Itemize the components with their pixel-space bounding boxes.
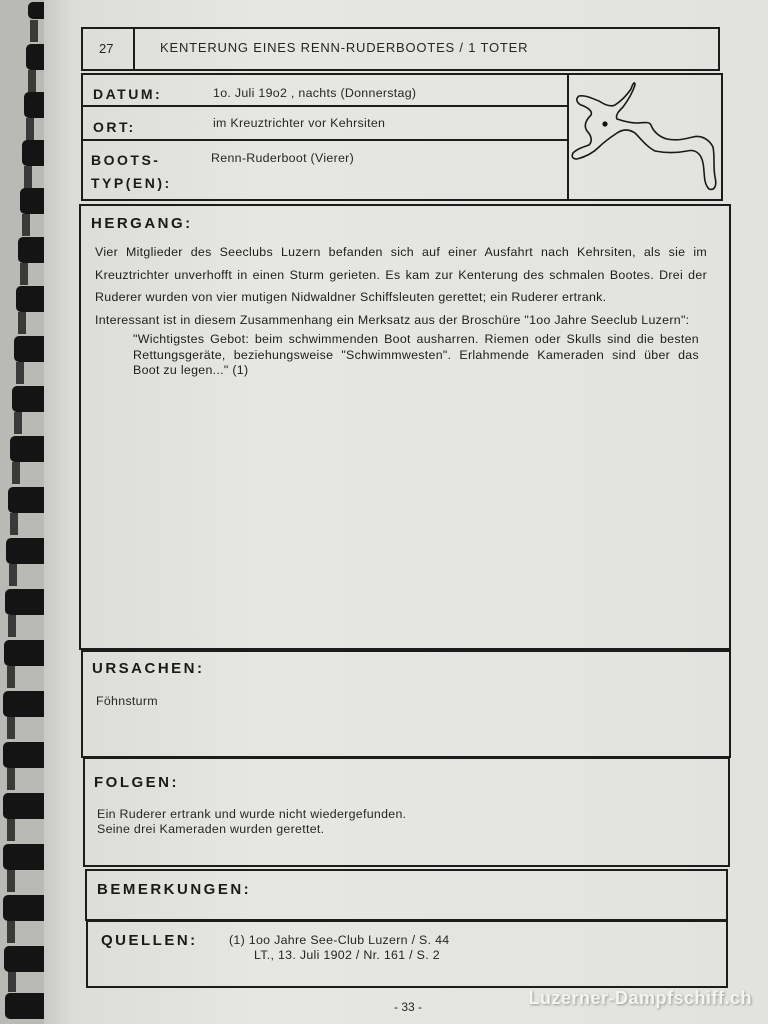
- quellen-label: QUELLEN:: [101, 932, 198, 949]
- datum-label: DATUM:: [93, 86, 163, 102]
- ort-value: im Kreuztrichter vor Kehrsiten: [213, 116, 386, 130]
- folgen-line-2: Seine drei Kameraden wurden gerettet.: [97, 822, 325, 836]
- bootstyp-label-line2: TYP(EN):: [91, 175, 172, 191]
- bootstyp-label-line1: BOOTS-: [91, 152, 161, 168]
- ort-divider: [81, 139, 569, 141]
- bootstyp-value: Renn-Ruderboot (Vierer): [211, 151, 355, 165]
- ort-label: ORT:: [93, 119, 136, 135]
- ursachen-label: URSACHEN:: [92, 660, 205, 677]
- datum-value: 1o. Juli 19o2 , nachts (Donnerstag): [213, 86, 417, 100]
- folgen-label: FOLGEN:: [94, 774, 179, 791]
- location-dot-icon: [602, 121, 607, 126]
- folgen-line-1: Ein Ruderer ertrank und wurde nicht wiedergefunden.: [97, 807, 407, 821]
- record-number: 27: [99, 41, 114, 56]
- quellen-line-1: (1) 1oo Jahre See-Club Luzern / S. 44: [229, 933, 450, 947]
- hergang-content: [95, 241, 707, 379]
- hergang-paragraph-1: Vier Mitglieder des Seeclubs Luzern befanden sich auf einer Ausfahrt nach Kehrsiten, als sie im Kreuztrichter unverhofft in einen Sturm gerieten. Es kam zur Kenterung des schmalen Bootes. Drei der Ruderer wurden von vier mutigen Nidwaldner Schiffsleuten gerettet; ein Ruderer ertrank.: [95, 245, 707, 305]
- quellen-line-2: LT., 13. Juli 1902 / Nr. 161 / S. 2: [254, 948, 440, 962]
- hergang-label: HERGANG:: [91, 215, 193, 232]
- datum-divider: [81, 105, 569, 107]
- bemerkungen-label: BEMERKUNGEN:: [97, 881, 252, 898]
- hergang-quote: "Wichtigstes Gebot: beim schwimmenden Boot ausharren. Riemen oder Skulls sind die besten Rettungsgeräte, beziehungsweise "Schwimmwesten". Erlahmende Kameraden sind über das Boot zu legen..." (1): [133, 332, 699, 378]
- hergang-paragraph-2: Interessant ist in diesem Zusammenhang ein Merksatz aus der Broschüre "1oo Jahre Seeclub Luzern":: [95, 312, 690, 327]
- header-divider: [133, 27, 135, 71]
- watermark: Luzerner-Dampfschiff.ch: [528, 988, 752, 1008]
- lake-lucerne-map-icon: [569, 75, 721, 199]
- ursachen-value: Föhnsturm: [96, 694, 158, 708]
- record-title: KENTERUNG EINES RENN-RUDERBOOTES / 1 TOTER: [160, 40, 529, 55]
- page-number: - 33 -: [394, 1000, 423, 1014]
